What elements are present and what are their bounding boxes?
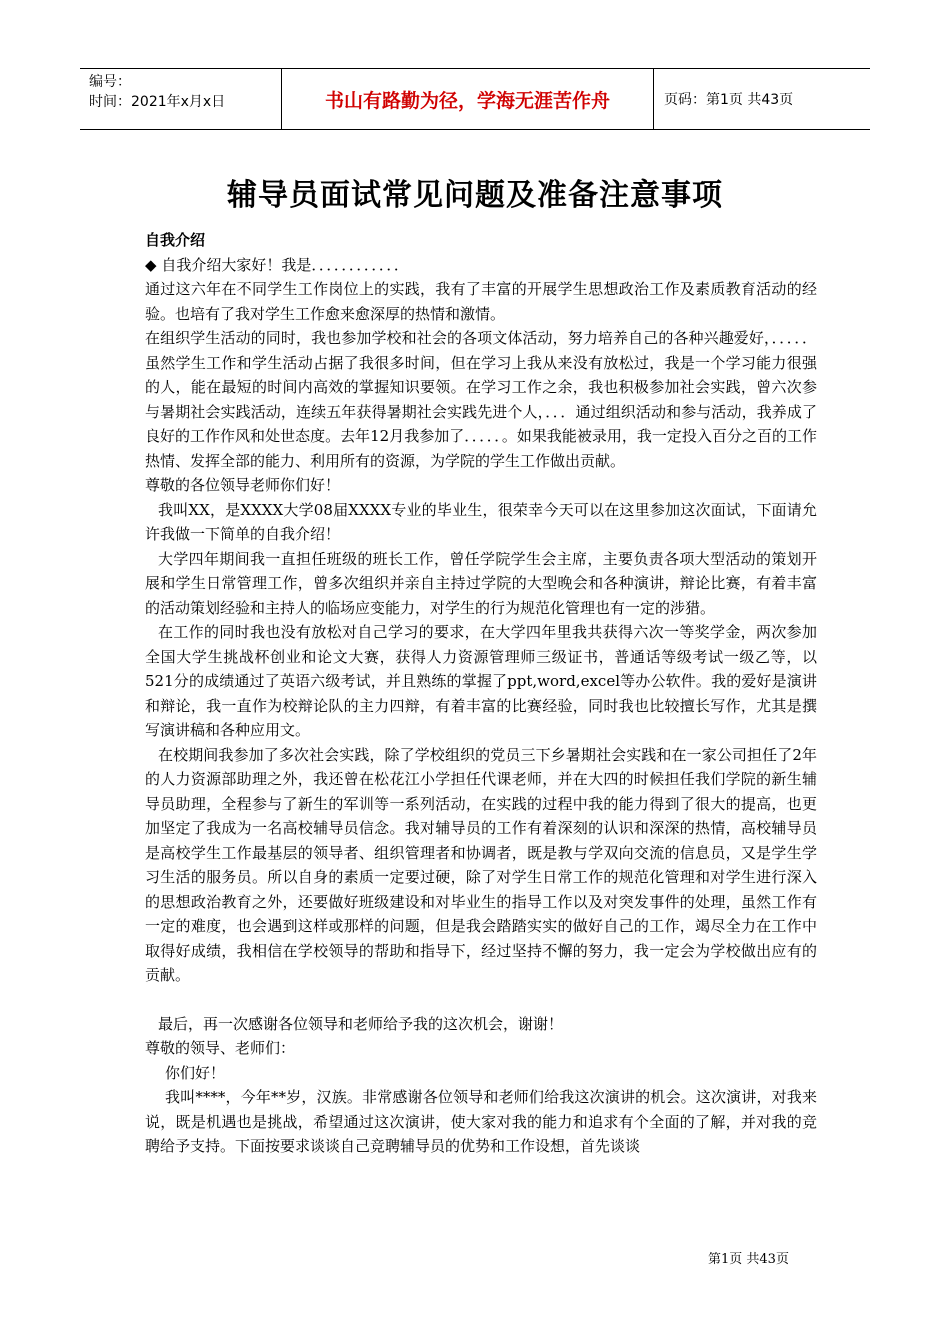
bullet-text: 自我介绍大家好！我是．．．．．．．．．．．． — [161, 255, 409, 274]
paragraph-gap — [145, 988, 817, 1012]
document-body — [145, 228, 817, 1159]
bullet-item — [145, 253, 817, 278]
paragraph: 我叫****，今年**岁，汉族。非常感谢各位领导和老师们给我这次演讲的机会。这次演讲，对我来说，既是机遇也是挑战，希望通过这次演讲，使大家对我的能力和追求有个全面的了解，并对我的竞聘给予支持。下面按要求谈谈自己竞聘辅导员的优势和工作设想，首先谈谈 — [145, 1088, 817, 1155]
header-motto: 书山有路勤为径，学海无涯苦作舟 — [281, 69, 654, 129]
paragraph: 最后，再一次感谢各位领导和老师给予我的这次机会，谢谢！ — [158, 1014, 564, 1033]
paragraph: 在校期间我参加了多次社会实践，除了学校组织的党员三下乡暑期社会实践和在一家公司担任了2年的人力资源部助理之外，我还曾在松花江小学担任代课老师，并在大四的时候担任我们学院的新生辅导员助理，全程参与了新生的军训等一系列活动，在实践的过程中我的能力得到了很大的提高，也更加坚定了我成为一名高校辅导员信念。我对辅导员的工作有着深刻的认识和深深的热情，高校辅导员是高校学生工作最基层的领导者、组织管理者和协调者，既是教与学双向交流的信息员，又是学生学习生活的服务员。所以自身的素质一定要过硬，除了对学生日常工作的规范化管理和对学生进行深入的思想政治教育之外，还要做好班级建设和对毕业生的指导工作以及对突发事件的处理，虽然工作有一定的难度，也会遇到这样或那样的问题，但是我会踏踏实实的做好自己的工作，竭尽全力在工作中取得好成绩，我相信在学校领导的帮助和指导下，经过坚持不懈的努力，我一定会为学校做出应有的贡献。 — [145, 745, 817, 984]
paragraph: 通过这六年在不同学生工作岗位上的实践，我有了丰富的开展学生思想政治工作及素质教育活动的经验。也培有了我对学生工作愈来愈深厚的热情和激情。 — [145, 280, 817, 323]
paragraph: 你们好！ — [165, 1063, 226, 1082]
paragraph: 在工作的同时我也没有放松对自己学习的要求，在大学四年里我共获得六次一等奖学金，两次参加全国大学生挑战杯创业和论文大赛，获得人力资源管理师三级证书，普通话等级考试一级乙等，以521分的成绩通过了英语六级考试，并且熟练的掌握了ppt,word,excel等办公软件。我的爱好是演讲和辩论，我一直作为校辩论队的主力四辩，有着丰富的比赛经验，同时我也比较擅长写作，尤其是撰写演讲稿和各种应用文。 — [145, 623, 817, 739]
document-time-label: 时间：2021年x月x日 — [89, 94, 226, 110]
header-meta — [80, 69, 281, 129]
document-title: 辅导员面试常见问题及准备注意事项 — [227, 178, 723, 213]
diamond-bullet-icon: ◆ — [145, 255, 157, 274]
paragraph: 尊敬的领导、老师们： — [145, 1039, 296, 1057]
section-heading: 自我介绍 — [145, 231, 206, 249]
paragraph: 尊敬的各位领导老师你们好！ — [145, 476, 341, 494]
document-number-label: 编号： — [89, 74, 131, 90]
paragraph: 我叫XX，是XXXX大学08届XXXX专业的毕业生，很荣幸今天可以在这里参加这次面试，下面请允许我做一下简单的自我介绍！ — [145, 500, 817, 543]
header-page-info: 页码：第1页 共43页 — [664, 92, 794, 108]
page-footer: 第1页 共43页 — [708, 1252, 789, 1267]
paragraph: 大学四年期间我一直担任班级的班长工作，曾任学院学生会主席，主要负责各项大型活动的策划开展和学生日常管理工作，曾多次组织并亲自主持过学院的大型晚会和各种演讲，辩论比赛，有着丰富的活动策划经验和主持人的临场应变能力，对学生的行为规范化管理也有一定的涉猎。 — [145, 549, 817, 617]
paragraph: 在组织学生活动的同时，我也参加学校和社会的各项文体活动，努力培养自己的各种兴趣爱好，．．．．．虽然学生工作和学生活动占据了我很多时间，但在学习上我从来没有放松过，我是一个学习能力很强的人，能在最短的时间内高效的掌握知识要领。在学习工作之余，我也积极参加社会实践，曾六次参与暑期社会实践活动，连续五年获得暑期社会实践先进个人，．．．通过组织活动和参与活动，我养成了良好的工作作风和处世态度。去年12月我参加了．．．．．。如果我能被录用，我一定投入百分之百的工作热情、发挥全部的能力、利用所有的资源，为学院的学生工作做出贡献。 — [145, 329, 817, 470]
page-header — [80, 68, 870, 130]
